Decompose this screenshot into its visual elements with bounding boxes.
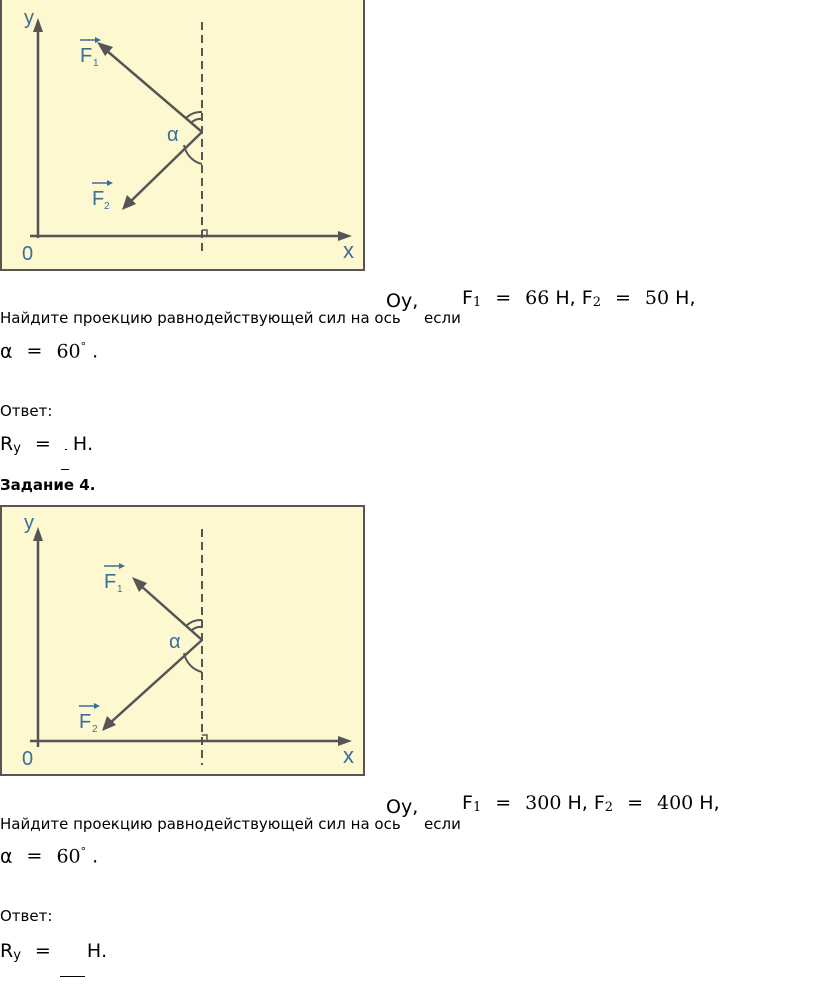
task4-question: Найдите проекцию равнодействующей сил на ось: [0, 815, 401, 833]
force-diagram-1: [0, 0, 366, 271]
f2-label: F: [79, 711, 92, 733]
angle-label: α: [167, 124, 179, 146]
task3-answer-blank[interactable]: [65, 449, 67, 450]
diagram-background: [1, 0, 364, 270]
task4-axis: Oy,: [386, 796, 419, 818]
angle-label: α: [169, 631, 181, 653]
task3-result: Ry = Н.: [0, 433, 94, 456]
task4-angle: α = 60° .: [0, 845, 99, 868]
f1-subscript: 1: [93, 58, 99, 69]
f2-subscript: 2: [92, 724, 98, 735]
task3-forces: F1 = 66 Н, F2 = 50 Н,: [462, 287, 696, 310]
task3-axis: Oy,: [386, 290, 419, 312]
diagram-background: [1, 506, 364, 775]
f1-subscript: 1: [117, 584, 123, 595]
f2-label: F: [92, 188, 105, 210]
task4-forces: F1 = 300 Н, F2 = 400 Н,: [462, 792, 720, 815]
task3-if-word: если: [424, 309, 461, 327]
task4-answer-label: Ответ:: [0, 907, 53, 925]
task3-question: Найдите проекцию равнодействующей сил на ось: [0, 309, 401, 327]
origin-label: 0: [22, 243, 34, 265]
task3-angle: α = 60° .: [0, 340, 99, 363]
task3-underline: [61, 469, 69, 470]
force-diagram-2: [0, 505, 366, 776]
x-axis-label: x: [343, 238, 354, 263]
x-axis-label: x: [343, 743, 354, 768]
task4-title: Задание 4.: [0, 476, 96, 494]
task4-result: Ry = Н.: [0, 940, 108, 963]
f1-label: F: [80, 45, 93, 67]
task4-if-word: если: [424, 815, 461, 833]
task4-answer-blank[interactable]: [60, 976, 85, 977]
y-axis-label: y: [24, 512, 34, 534]
y-axis-label: y: [24, 7, 34, 29]
origin-label: 0: [22, 748, 34, 770]
f1-label: F: [104, 571, 117, 593]
task3-answer-label: Ответ:: [0, 402, 53, 420]
f2-subscript: 2: [104, 201, 110, 212]
